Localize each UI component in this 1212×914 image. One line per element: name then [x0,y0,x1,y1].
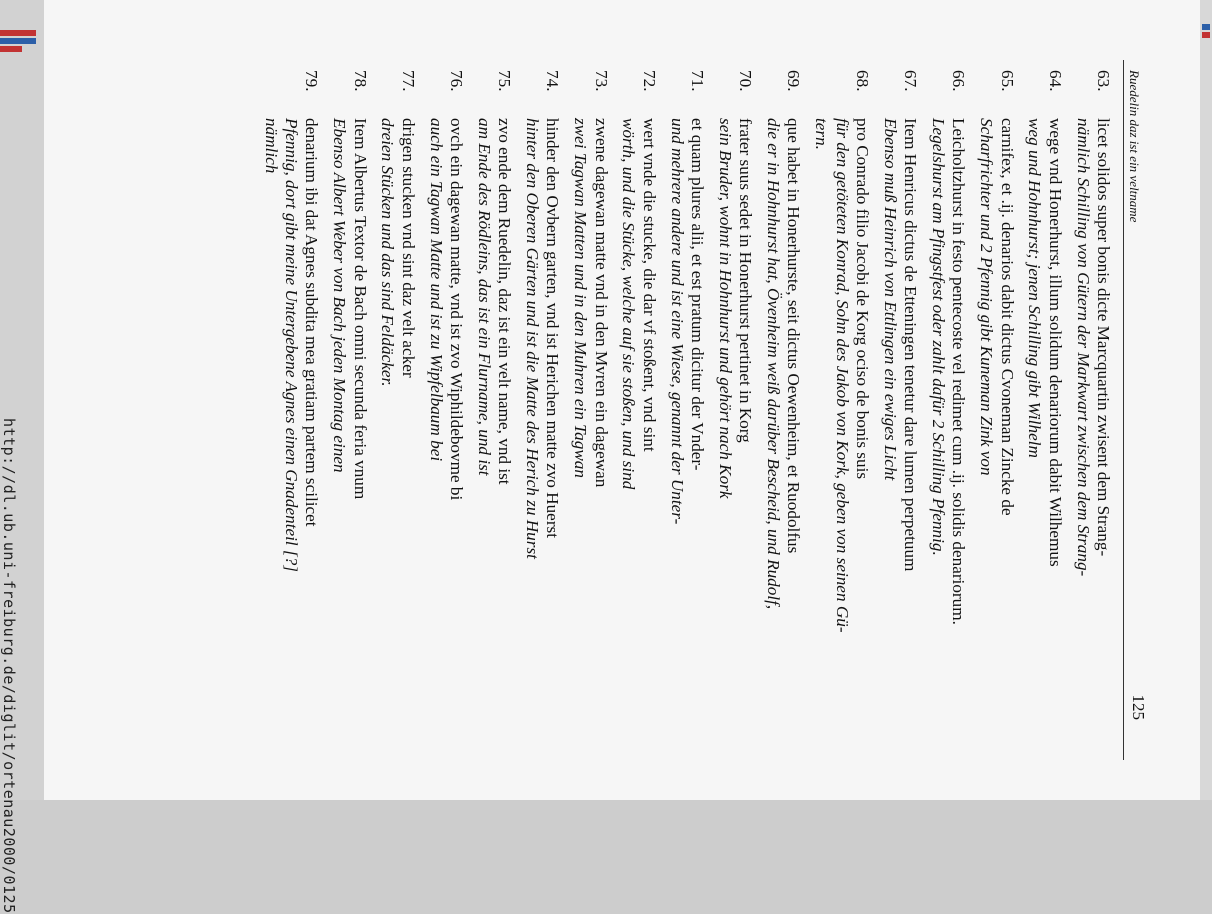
latin-line: wege vnd Honerhurst, illum solidum denariorum dabit Wilhemus [1045,118,1065,567]
latin-line: ovch ein dagewan matte, vnd ist zvo Wiphildebovme bi [446,118,466,501]
library-logo-blue-bar [0,38,36,44]
page-url[interactable]: http://dl.ub.uni-freiburg.de/diglit/ortenau2000/0125 [0,418,18,914]
text-entry [473,60,514,760]
translation-line: auch ein Tagwan Matte und ist zu Wipfelbaum bei [426,118,446,462]
text-entry [260,60,321,760]
library-logo-red-mark [0,46,22,52]
latin-line: Item Albertus Textor de Bach omni secunda feria vnum [350,118,370,500]
text-entry [425,60,466,760]
entry-number: 71. [687,70,707,92]
translation-line: Scharfrichter und 2 Pfennig gibt Kuneman Zink von [977,118,997,476]
entry-number: 75. [495,70,515,92]
text-entry [1024,60,1065,760]
latin-line: et quam plures alii, et est pratum dicitur der Vnder- [687,118,707,471]
latin-line: Item Henricus dictus de Etteningen tenetur dare lumen perpetuum [901,118,921,572]
scanned-page [44,0,1200,800]
text-entry [879,60,920,760]
translation-line: Legelshurst am Pfingstfest oder zahlt dafür 2 Schilling Pfennig. [928,118,948,556]
left-margin [0,0,44,914]
latin-line: denarium ibi dat Agnes subdita mea gratiam partem scilicet [302,118,322,527]
text-entry [714,60,755,760]
entry-number: 69. [784,70,804,92]
latin-line: hinder den Ovbern garten, vnd ist Herichen matte zvo Huerst [543,118,563,539]
translation-line: tern. [812,118,832,150]
entry-number: 65. [997,70,1017,92]
right-margin [1200,0,1212,800]
entry-number: 74. [543,70,563,92]
page-header [1123,60,1148,760]
next-page-red-mark [1202,32,1210,38]
translation-line: Ebenso muß Heinrich von Ettlingen ein ewiges Licht [880,118,900,481]
entry-number: 70. [736,70,756,92]
translation-line: nämlich Schilling von Gütern der Markwart zwischen dem Strang- [1073,118,1093,577]
translation-line: die er in Hohnhurst hat, Övenheim weiß darüber Bescheid, und Rudolf, [763,118,783,610]
translation-line: zwei Tagwan Matten und in den Muhren ein Tagwan [571,118,591,478]
translation-line: dreien Stücken und das sind Feldäcker. [378,118,398,387]
latin-line: Leicholtzhurst in festo pentecoste vel redimet cum .ij. solidis denariorum. [949,118,969,625]
latin-line: zvo ende dem Ruedelin, daz ist ein velt name, vnd ist [495,118,515,485]
library-logo-red-bar [0,30,36,36]
text-entry [1072,60,1113,760]
translation-line: Ebenso Albert Weber von Bach jeden Montag einen [330,118,350,473]
entry-number: 76. [446,70,466,92]
translation-line: für den getöteten Konrad, Sohn des Jakob von Kork, geben von seinen Gü- [832,118,852,633]
page-number: 125 [1129,694,1148,720]
translation-line: nämlich [261,118,281,174]
entry-number: 68. [852,70,872,92]
entry-number: 63. [1094,70,1113,92]
entry-number: 78. [350,70,370,92]
latin-line: licet solidos super bonis dicte Marcquartin zwisent dem Strang- [1094,118,1113,557]
text-entry [329,60,370,760]
text-entry [763,60,804,760]
text-entry [522,60,563,760]
text-entry [618,60,659,760]
entry-list [260,60,1113,760]
text-entry [976,60,1017,760]
running-head: Ruedelin daz ist ein veltname [1127,70,1142,223]
entry-number: 77. [398,70,418,92]
next-page-blue-mark [1202,24,1210,30]
latin-line: drigen stucken vnd sint daz velt acker [398,118,418,378]
latin-line: wert vnde die stucke, die dar vf stoßent, vnd sint [639,118,659,452]
entry-number: 67. [901,70,921,92]
latin-line: zwene dagewan matte vnd in den Mvren ein dagewan [591,118,611,488]
latin-line: carnifex, et .ij. denarios dabit dictus Cvoneman Zincke de [997,118,1017,516]
translation-line: Pfennig, dort gibt meine Untergebene Agnes einen Gnadenteil [?] [281,118,301,572]
entry-number: 72. [639,70,659,92]
entry-number: 64. [1045,70,1065,92]
page-content-rotated [148,60,1148,760]
latin-line: que habet in Honerhurste, seit dictus Oewenheim, et Ruodolfus [784,118,804,554]
latin-line: pro Conrado filio Jacobi de Korg ociso de bonis suis [852,118,872,480]
entry-number: 66. [949,70,969,92]
translation-line: hinter den Oberen Gärten und ist die Matte des Herich zu Hurst [522,118,542,559]
translation-line: wörth, und die Stücke, welche auf sie stoßen, und sind [619,118,639,490]
text-entry [570,60,611,760]
latin-line: frater suus sedet in Honerhurst pertinet in Korg [736,118,756,443]
text-entry [928,60,969,760]
translation-line: sein Bruder, wohnt in Hohnhurst und gehört nach Kork [715,118,735,499]
translation-line: und mehrere andere und ist eine Wiese, genannt der Unter- [667,118,687,525]
text-entry [811,60,872,760]
entry-number: 73. [591,70,611,92]
text-entry [666,60,707,760]
translation-line: weg und Hohnhurst; jenen Schilling gibt Wilhelm [1025,118,1045,458]
translation-line: am Ende des Rödleins, das ist ein Flurname, und ist [474,118,494,476]
entry-number: 79. [302,70,322,92]
text-entry [377,60,418,760]
